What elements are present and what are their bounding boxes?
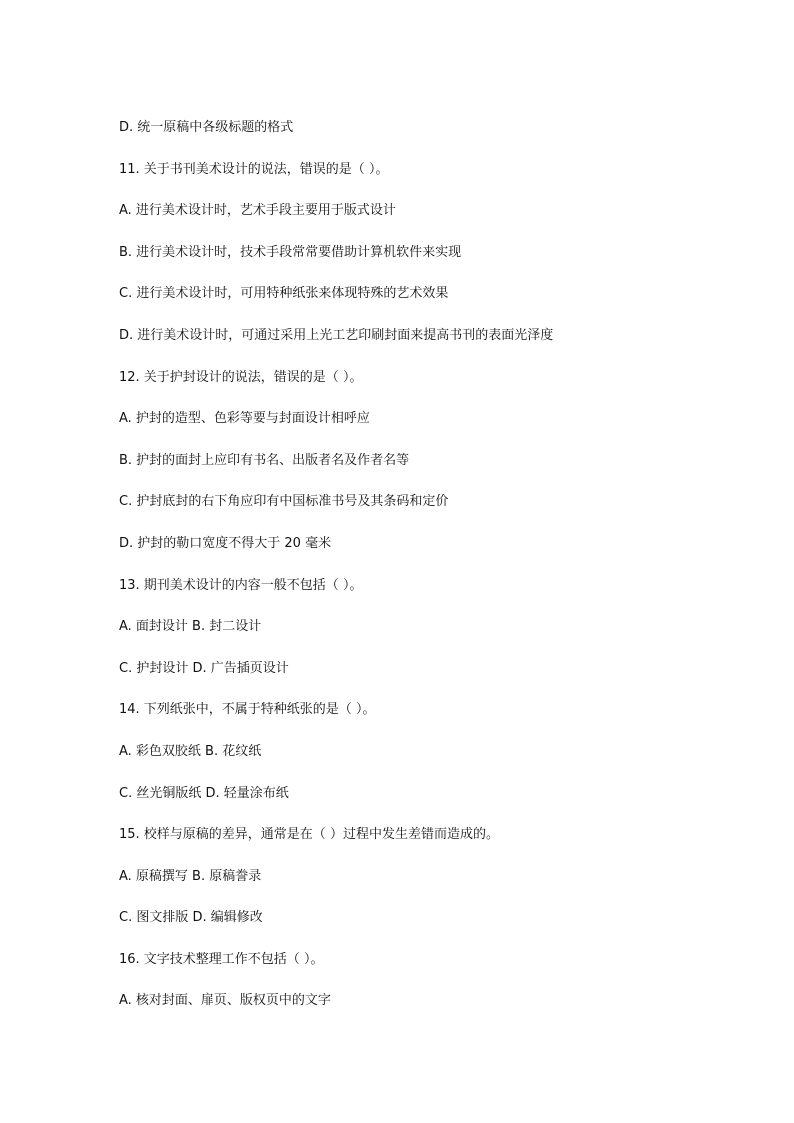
option-b-q11: B. 进行美术设计时，技术手段常常要借助计算机软件来实现 [119, 244, 462, 260]
options-cd-q14: C. 丝光铜版纸 D. 轻量涂布纸 [119, 785, 289, 801]
options-ab-q15: A. 原稿撰写 B. 原稿誊录 [119, 868, 262, 884]
option-d-q12: D. 护封的勒口宽度不得大于 20 毫米 [119, 535, 332, 551]
question-15: 15. 校样与原稿的差异，通常是在（ ）过程中发生差错而造成的。 [119, 827, 499, 843]
option-c-q12: C. 护封底封的右下角应印有中国标准书号及其条码和定价 [119, 494, 449, 510]
options-ab-q13: A. 面封设计 B. 封二设计 [119, 619, 262, 635]
question-16: 16. 文字技术整理工作不包括（ ）。 [119, 951, 324, 967]
options-cd-q13: C. 护封设计 D. 广告插页设计 [119, 660, 289, 676]
question-12: 12. 关于护封设计的说法，错误的是（ ）。 [119, 369, 363, 385]
document-body [119, 117, 739, 1032]
options-cd-q15: C. 图文排版 D. 编辑修改 [119, 910, 263, 926]
option-b-q12: B. 护封的面封上应印有书名、出版者名及作者名等 [119, 452, 410, 468]
option-d-q10: D. 统一原稿中各级标题的格式 [119, 120, 294, 135]
option-d-q11: D. 进行美术设计时，可通过采用上光工艺印刷封面来提高书刊的表面光泽度 [119, 327, 554, 343]
question-14: 14. 下列纸张中，不属于特种纸张的是（ ）。 [119, 702, 376, 718]
option-a-q12: A. 护封的造型、色彩等要与封面设计相呼应 [119, 411, 370, 427]
options-ab-q14: A. 彩色双胶纸 B. 花纹纸 [119, 743, 262, 759]
question-11: 11. 关于书刊美术设计的说法，错误的是（ ）。 [119, 161, 389, 177]
option-a-q11: A. 进行美术设计时，艺术手段主要用于版式设计 [119, 203, 396, 219]
option-c-q11: C. 进行美术设计时，可用特种纸张来体现特殊的艺术效果 [119, 286, 449, 302]
question-13: 13. 期刊美术设计的内容一般不包括（ ）。 [119, 577, 363, 593]
option-a-q16: A. 核对封面、扉页、版权页中的文字 [119, 993, 331, 1009]
